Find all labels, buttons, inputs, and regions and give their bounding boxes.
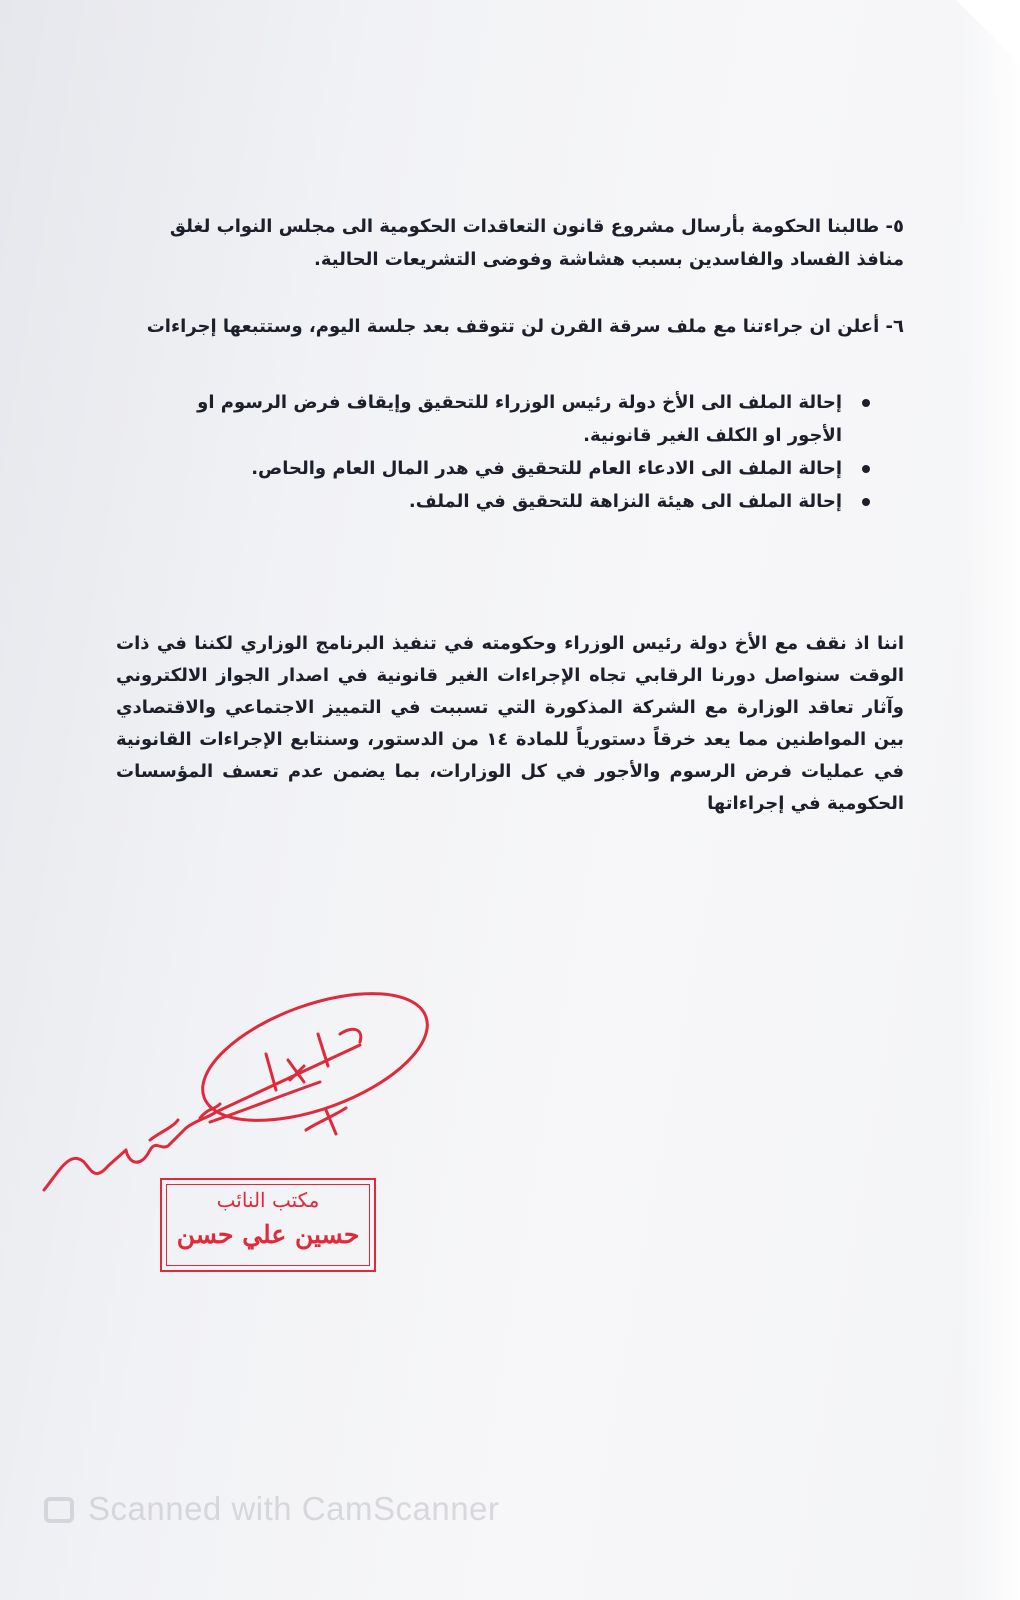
handwritten-date: ٨/١٢ xyxy=(0,0,2,1)
list-item: إحالة الملف الى الأخ دولة رئيس الوزراء للتحقيق وإيقاف فرض الرسوم او الأجور او الكلف الغير قانونية. xyxy=(162,386,842,452)
list-item: إحالة الملف الى الادعاء العام للتحقيق في هدر المال العام والحاص. xyxy=(162,452,842,485)
closing-paragraph: اننا اذ نقف مع الأخ دولة رئيس الوزراء وحكومته في تنفيذ البرنامج الوزاري لكننا في ذات الوقت سنواصل دورنا الرقابي تجاه الإجراءات الغير قانونية في اصدار الجواز الالكتروني وآثار تعاقد الوزارة مع الشركة المذكورة التي تسببت في التمييز الاجتماعي والاقتصادي بين المواطنين مما يعد خرقاً دستورياً للمادة ١٤ من الدستور، وسنتابع الإجراءات القانونية في عمليات فرض الرسوم والأجور في كل الوزارات، بما يضمن عدم تعسف المؤسسات الحكومية في إجراءاتها xyxy=(116,633,904,814)
office-stamp xyxy=(160,1178,376,1272)
scanner-watermark xyxy=(40,1490,499,1529)
list-item: إحالة الملف الى هيئة النزاهة للتحقيق في الملف. xyxy=(162,485,842,518)
camscanner-icon xyxy=(40,1493,82,1529)
watermark-text: Scanned with CamScanner xyxy=(88,1490,500,1527)
stamp-line-2: حسين علي حسن xyxy=(176,1220,360,1249)
item-5-paragraph: ٥- طالبنا الحكومة بأرسال مشروع قانون التعاقدات الحكومية الى مجلس النواب لغلق منافذ الفساد والفاسدين بسبب هشاشة وفوضى التشريعات الحالية. xyxy=(169,216,904,270)
item-6-paragraph: ٦- أعلن ان جراءتنا مع ملف سرقة القرن لن تتوقف بعد جلسة اليوم، وستتبعها إجراءات xyxy=(146,316,904,337)
circled-date-mark xyxy=(186,968,443,1146)
stamp-line-1: مكتب النائب xyxy=(216,1188,320,1212)
